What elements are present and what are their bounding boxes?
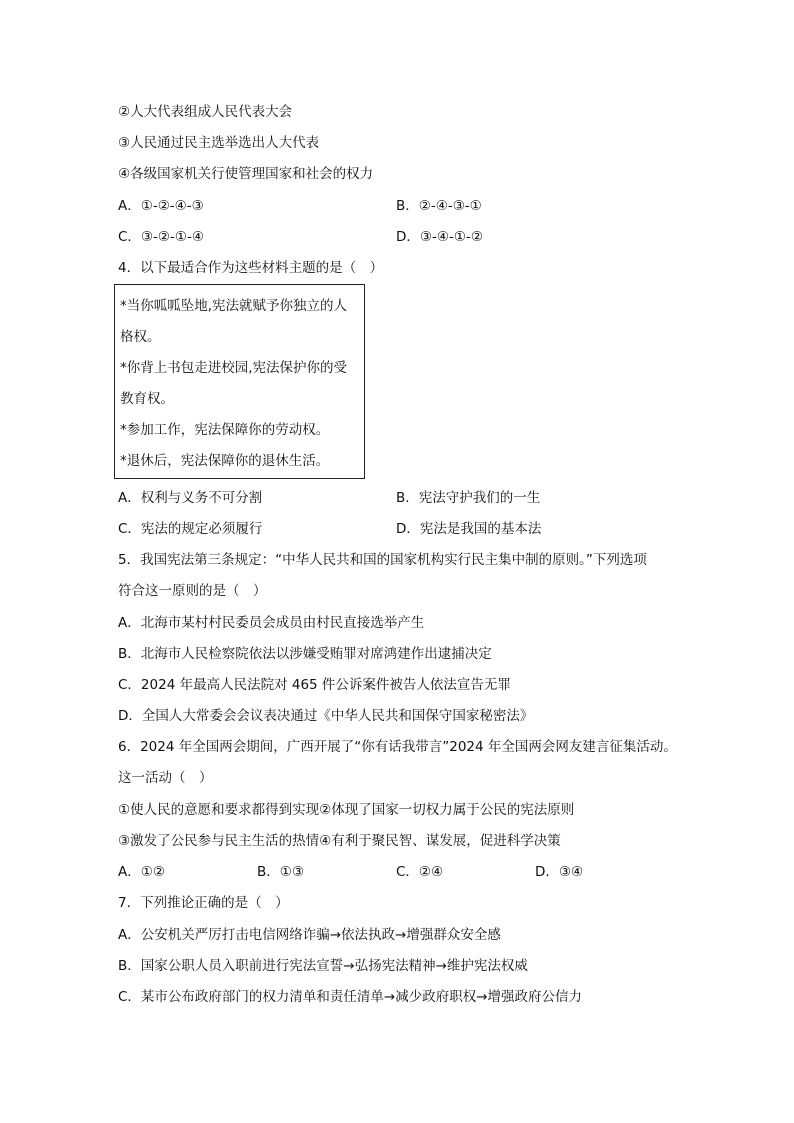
q7-option-b: B．国家公职人员入职前进行宪法宣誓→弘扬宪法精神→维护宪法权威 <box>118 958 528 974</box>
material-line-3: *你背上书包走进校园,宪法保护你的受 <box>120 360 348 376</box>
q3-option-d: D．③-④-①-② <box>396 229 483 245</box>
q7-option-c: C．某市公布政府部门的权力清单和责任清单→减少政府职权→增强政府公信力 <box>118 989 583 1005</box>
q4-stem: 4．以下最适合作为这些材料主题的是（ ） <box>118 260 384 276</box>
material-line-2: 格权。 <box>120 329 161 345</box>
q5-option-c: C．2024 年最高人民法院对 465 件公诉案件被告人依法宣告无罪 <box>118 677 511 693</box>
material-line-1: *当你呱呱坠地,宪法就赋予你独立的人 <box>120 298 348 314</box>
q5-option-d: D．全国人大常委会会议表决通过《中华人民共和国保守国家秘密法》 <box>118 708 534 724</box>
material-line-6: *退休后，宪法保障你的退休生活。 <box>120 453 330 469</box>
q3-option-a: A．①-②-④-③ <box>118 198 204 214</box>
statement-3: ③人民通过民主选举选出人大代表 <box>118 135 320 151</box>
q6-option-b: B．①③ <box>257 864 304 880</box>
statement-2: ②人大代表组成人民代表大会 <box>118 104 293 120</box>
q4-material-box <box>114 284 365 479</box>
q6-stem-line-2: 这一活动（ ） <box>118 770 213 786</box>
statement-4: ④各级国家机关行使管理国家和社会的权力 <box>118 166 374 182</box>
q5-stem-line-2: 符合这一原则的是（ ） <box>118 583 267 599</box>
q6-option-d: D．③④ <box>535 864 584 880</box>
q7-option-a: A．公安机关严厉打击电信网络诈骗→依法执政→增强群众安全感 <box>118 927 501 943</box>
q5-stem-line-1: 5．我国宪法第三条规定：“中华人民共和国的国家机构实行民主集中制的原则。”下列选项 <box>118 552 647 568</box>
q3-option-c: C．③-②-①-④ <box>118 229 204 245</box>
q5-option-b: B．北海市人民检察院依法以涉嫌受贿罪对席鸿建作出逮捕决定 <box>118 646 492 662</box>
q4-option-c: C．宪法的规定必须履行 <box>118 521 263 537</box>
q4-option-a: A．权利与义务不可分割 <box>118 490 263 506</box>
q7-stem: 7．下列推论正确的是（ ） <box>118 895 289 911</box>
q6-statement-1: ①使人民的意愿和要求都得到实现②体现了国家一切权力属于公民的宪法原则 <box>118 802 575 818</box>
q6-statement-2: ③激发了公民参与民主生活的热情④有利于聚民智、谋发展，促进科学决策 <box>118 833 561 849</box>
q6-stem-line-1: 6．2024 年全国两会期间，广西开展了“你有话我带言”2024 年全国两会网友建言征集活动。 <box>118 739 677 755</box>
material-line-5: *参加工作，宪法保障你的劳动权。 <box>120 422 330 438</box>
q5-option-a: A．北海市某村村民委员会成员由村民直接选举产生 <box>118 615 425 631</box>
q4-option-b: B．宪法守护我们的一生 <box>396 490 541 506</box>
material-line-4: 教育权。 <box>120 391 174 407</box>
q3-option-b: B．②-④-③-① <box>396 198 482 214</box>
q6-option-c: C．②④ <box>396 864 444 880</box>
q4-option-d: D．宪法是我国的基本法 <box>396 521 542 537</box>
q6-option-a: A．①② <box>118 864 165 880</box>
